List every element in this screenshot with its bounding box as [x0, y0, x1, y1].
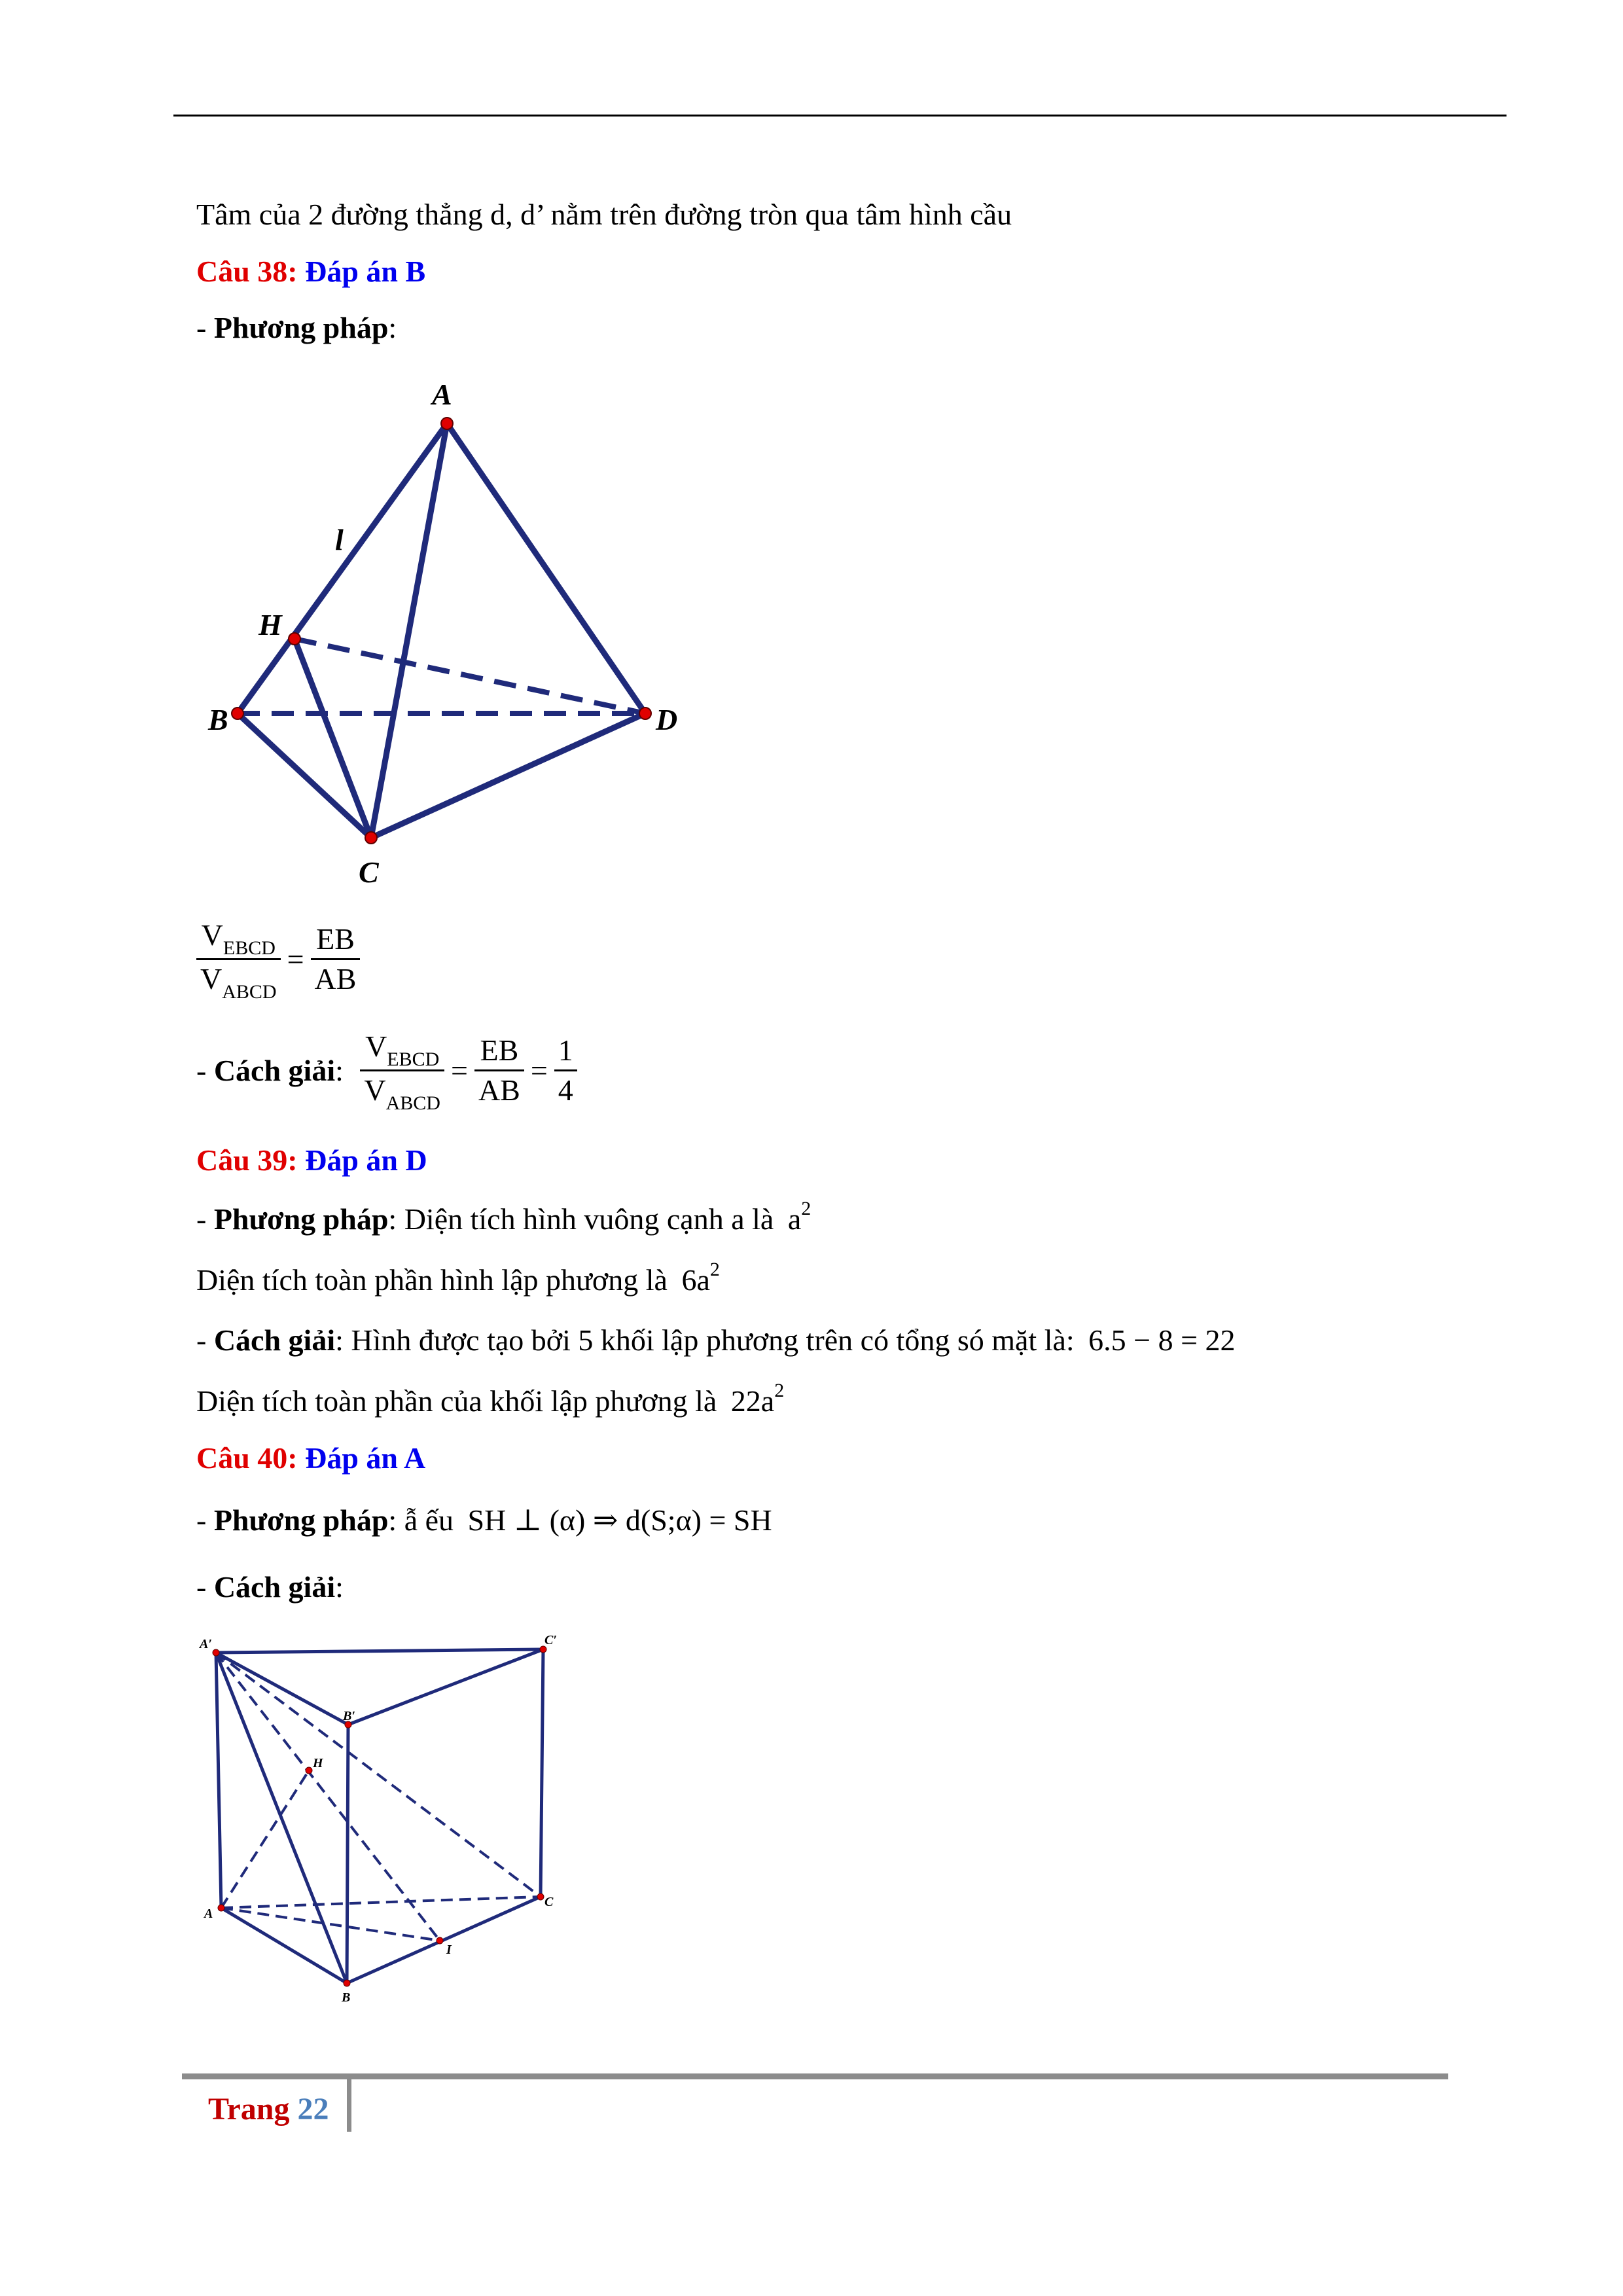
q38-answer: Đáp án B — [305, 255, 426, 288]
edge-bb1 — [347, 1725, 348, 1983]
footer-rule — [182, 2073, 1448, 2079]
q38-solution: - Cách giải: $\frac{V_{EBCD}}{V_{ABCD}}$ = $\frac{EB}{AB}$ = $\frac{1}{4}$ — [196, 1028, 577, 1113]
edge-ac — [371, 423, 447, 838]
q38-label: Câu 38: — [196, 255, 298, 288]
edge-ab — [238, 423, 447, 713]
solution-label: Cách giải — [213, 1054, 336, 1087]
label-h: H — [313, 1756, 323, 1770]
edge-b1c1 — [348, 1649, 543, 1725]
q38-formula-1 — [196, 916, 360, 1002]
label-b1: B′ — [343, 1709, 355, 1723]
footer-divider — [347, 2078, 351, 2132]
q39-label: Câu 39: — [196, 1143, 298, 1177]
intro-line: Tâm của 2 đường thẳng d, d’ nằm trên đường tròn qua tâm hình cầu — [196, 198, 1012, 231]
edge-ac-hidden — [221, 1897, 541, 1908]
segment-hd-hidden — [294, 639, 645, 713]
edge-bc — [238, 713, 371, 838]
label-a: A — [432, 378, 452, 411]
label-h: H — [259, 608, 282, 641]
label-c: C — [359, 855, 379, 889]
dash: - — [196, 311, 214, 344]
fraction-volume: $\frac{V_{EBCD}}{V_{ABCD}}$ — [360, 1028, 444, 1113]
colon: : — [388, 311, 397, 344]
vertex-d — [639, 708, 651, 719]
edge-ad — [447, 423, 645, 713]
label-c1: C′ — [544, 1633, 557, 1647]
q40-method: - Phương pháp: ẫ ếu SH ⊥ (α) ⇒ d(S;α) = SH — [196, 1503, 772, 1537]
q39-line2: Diện tích toàn phần hình lập phương là $6a^2$ — [196, 1259, 720, 1297]
vertex-h — [289, 633, 300, 645]
edge-a1b1 — [216, 1653, 348, 1725]
q38-heading — [196, 253, 425, 290]
vertex-b — [232, 708, 243, 719]
page-label: Trang — [208, 2092, 290, 2126]
q40-label: Câu 40: — [196, 1441, 298, 1475]
page-number: 22 — [297, 2092, 329, 2126]
fraction-ratio: $\frac{EB}{AB}$ — [474, 1031, 524, 1109]
equals-sign: = — [287, 942, 304, 976]
label-b: B — [208, 703, 228, 736]
tetrahedron-figure — [196, 367, 720, 890]
page-footer — [208, 2091, 329, 2127]
edge-cd — [371, 713, 645, 838]
label-i: I — [446, 1943, 452, 1957]
q40-heading — [196, 1440, 425, 1477]
q38-method — [196, 310, 397, 346]
segment-hc — [294, 639, 371, 838]
q39-answer: Đáp án D — [305, 1143, 427, 1177]
q40-answer: Đáp án A — [305, 1441, 426, 1475]
label-a: A — [204, 1907, 213, 1921]
label-a1: A′ — [200, 1637, 212, 1651]
q39-method: - Phương pháp: Diện tích hình vuông cạnh a là $a^2$ — [196, 1198, 812, 1236]
edge-ab — [221, 1908, 347, 1983]
q39-line4: Diện tích toàn phần của khối lập phương là $22a^2$ — [196, 1380, 785, 1418]
label-d: D — [656, 703, 678, 736]
segment-ai-hidden — [221, 1908, 440, 1941]
label-b: B — [342, 1990, 351, 2005]
label-l: l — [335, 523, 344, 556]
fraction-volume: $\frac{V_{EBCD}}{V_{ABCD}}$ — [196, 916, 281, 1002]
vertex-a — [441, 418, 453, 429]
q39-solution: - Cách giải: Hình được tạo bởi 5 khối lập phương trên có tổng só mặt là: 6.5 − 8 = 22 — [196, 1323, 1236, 1357]
q39-heading — [196, 1142, 427, 1179]
edge-aa1 — [216, 1653, 221, 1908]
fraction-one-quarter: $\frac{1}{4}$ — [554, 1031, 577, 1109]
q40-solution: - Cách giải: — [196, 1570, 344, 1604]
method-label: Phương pháp — [213, 311, 389, 344]
edge-cc1 — [541, 1649, 543, 1897]
fraction-ratio: $\frac{EB}{AB}$ — [311, 920, 361, 998]
label-c: C — [544, 1895, 554, 1909]
vertex-c — [365, 832, 377, 844]
header-rule — [173, 115, 1507, 117]
segment-ah-hidden — [221, 1770, 309, 1908]
edge-bc — [347, 1897, 541, 1983]
edge-a1c1 — [216, 1649, 543, 1653]
prism-figure — [196, 1623, 602, 2029]
